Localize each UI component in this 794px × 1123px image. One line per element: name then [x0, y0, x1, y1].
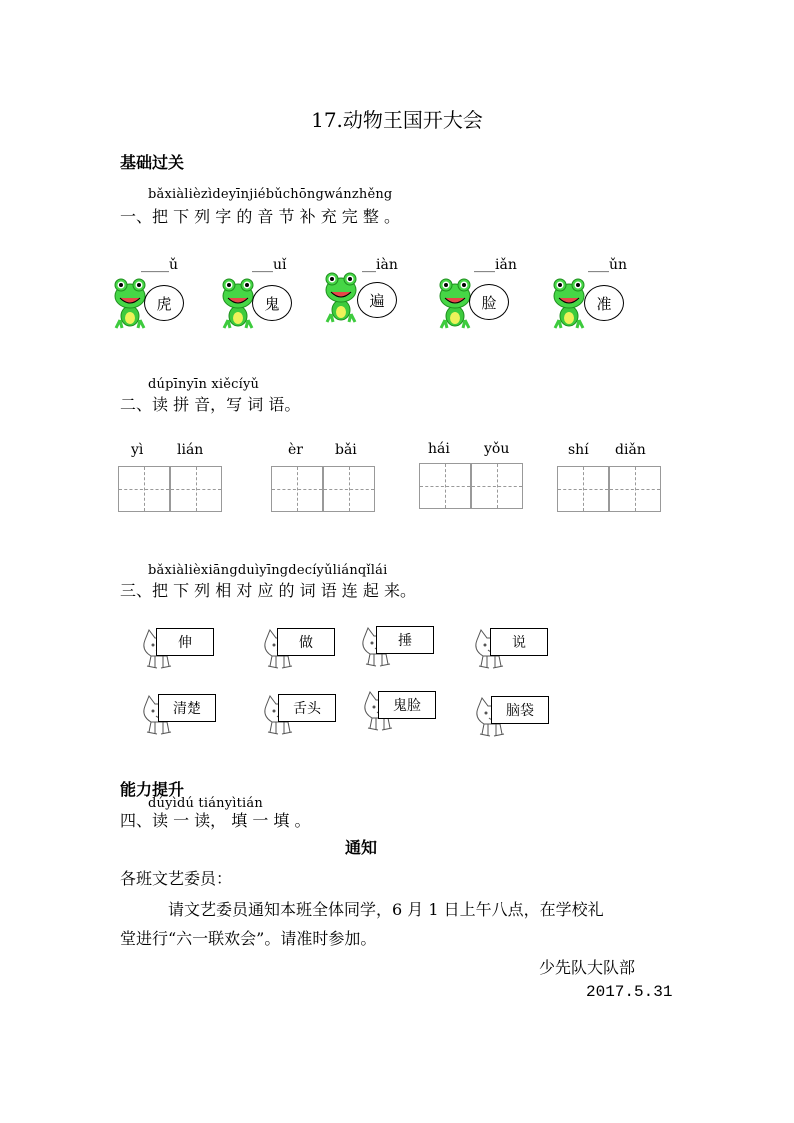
q3-card-row2-4[interactable]: 脑袋 [491, 696, 549, 724]
q2-pinyin-2a: èr [288, 442, 303, 458]
frog-icon [437, 274, 473, 330]
notice-title: 通知 [345, 838, 378, 857]
tianzige-group-2 [271, 466, 375, 512]
q3-card-row1-4[interactable]: 说 [490, 628, 548, 656]
tianzige-cell[interactable] [271, 466, 323, 512]
section-basic-heading: 基础过关 [120, 153, 185, 172]
q4-pinyin: dúyìdú tiányìtián [148, 796, 263, 811]
tianzige-group-1 [118, 466, 222, 512]
tianzige-cell[interactable] [471, 463, 523, 509]
q1-instruction: 一、把 下 列 字 的 音 节 补 充 完 整 。 [120, 207, 400, 226]
q2-pinyin-2b: bǎi [335, 442, 357, 458]
q1-blank-5[interactable]: ___ǔn [588, 257, 628, 273]
tianzige-group-3 [419, 463, 523, 509]
q2-pinyin-4b: diǎn [615, 442, 646, 458]
q3-instruction: 三、把 下 列 相 对 应 的 词 语 连 起 来。 [120, 581, 416, 600]
notice-signature: 少先队大队部 [539, 958, 636, 977]
frog-icon [220, 274, 256, 330]
q2-pinyin: dúpīnyīn xiěcíyǔ [148, 377, 260, 392]
tianzige-group-4 [557, 466, 661, 512]
q1-blank-1[interactable]: ____ǔ [141, 257, 179, 273]
q2-instruction: 二、读 拼 音，写 词 语。 [120, 395, 301, 414]
q1-blank-2[interactable]: ___uǐ [252, 257, 287, 273]
tianzige-cell[interactable] [323, 466, 375, 512]
q1-blank-4[interactable]: ___iǎn [474, 257, 517, 273]
q3-card-row1-1[interactable]: 伸 [156, 628, 214, 656]
tianzige-cell[interactable] [419, 463, 471, 509]
q1-blank-3[interactable]: __iàn [362, 257, 398, 273]
q1-char-3: 遍 [357, 282, 397, 318]
q3-card-row1-3[interactable]: 捶 [376, 626, 434, 654]
q3-card-row1-2[interactable]: 做 [277, 628, 335, 656]
q4-instruction: 四、读 一 读， 填 一 填 。 [120, 811, 311, 830]
notice-greeting: 各班文艺委员： [120, 869, 233, 888]
tianzige-cell[interactable] [557, 466, 609, 512]
notice-body-line-2: 堂进行“六一联欢会”。请准时参加。 [120, 929, 377, 948]
section-ability-heading: 能力提升 [120, 780, 185, 799]
notice-date: 2017.5.31 [586, 983, 673, 1001]
q3-card-row2-1[interactable]: 清楚 [158, 694, 216, 722]
q1-char-1: 虎 [144, 285, 184, 321]
q2-pinyin-3a: hái [428, 441, 450, 457]
notice-body-line-1: 请文艺委员通知本班全体同学，6 月 1 日上午八点，在学校礼 [168, 900, 604, 919]
q3-card-row2-3[interactable]: 鬼脸 [378, 691, 436, 719]
tianzige-cell[interactable] [118, 466, 170, 512]
frog-icon [112, 274, 148, 330]
tianzige-cell[interactable] [609, 466, 661, 512]
q2-pinyin-1b: lián [177, 442, 204, 458]
q1-char-2: 鬼 [252, 285, 292, 321]
q1-pinyin: bǎxiàlièzìdeyīnjiébǔchōngwánzhěng [148, 187, 393, 202]
frog-icon [551, 274, 587, 330]
q2-pinyin-4a: shí [568, 442, 589, 458]
q2-pinyin-3b: yǒu [484, 441, 510, 457]
page-title: 17.动物王国开大会 [311, 108, 483, 132]
q1-char-4: 脸 [469, 284, 509, 320]
q3-pinyin: bǎxiàlièxiāngduìyīngdecíyǔliánqǐlái [148, 563, 388, 578]
tianzige-cell[interactable] [170, 466, 222, 512]
q1-char-5: 准 [584, 285, 624, 321]
q2-pinyin-1a: yì [131, 442, 144, 458]
frog-icon [323, 268, 359, 324]
q3-card-row2-2[interactable]: 舌头 [278, 694, 336, 722]
